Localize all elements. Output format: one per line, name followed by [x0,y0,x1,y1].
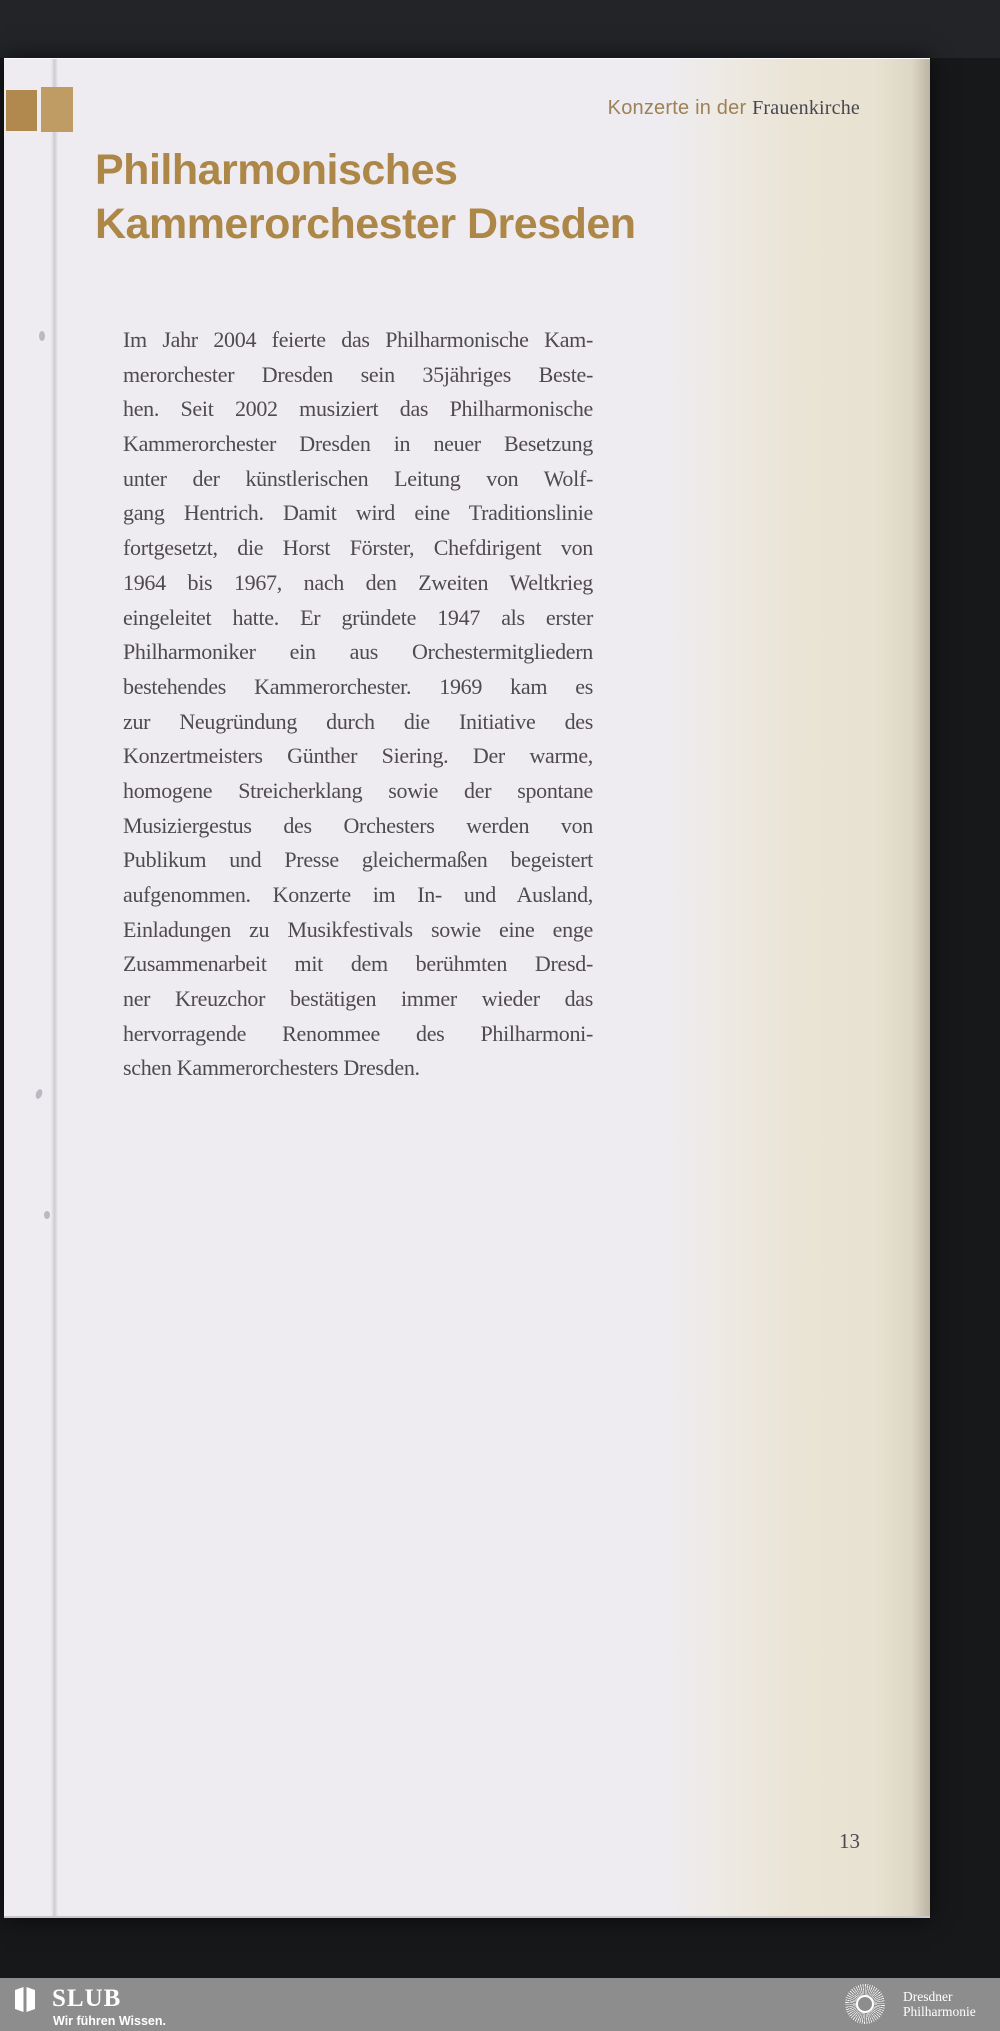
page-title [95,143,636,251]
body-text-line: 1964 bis 1967, nach den Zweiten Weltkrieg [123,569,593,595]
partner-wordmark-line1: Dresdner [903,1989,953,2004]
body-text-line: Kammerorchester Dresden in neuer Besetzung [123,431,593,457]
body-text-line: Im Jahr 2004 feierte das Philharmonische Kam- [123,327,593,352]
starburst-icon-center [856,1995,874,2013]
body-text-line: merorchester Dresden sein 35jähriges Beste- [123,361,593,387]
partner-wordmark [903,1989,976,2019]
staple-mark [34,1088,43,1099]
body-text-line: aufgenommen. Konzerte im In- und Ausland, [123,882,593,907]
body-text-line: fortgesetzt, die Horst Förster, Chefdirigent von [123,535,593,561]
body-text-line: Musiziergestus des Orchesters werden von [123,812,593,838]
page-gutter-crease [51,59,58,1916]
slub-tagline: Wir führen Wissen. [53,2014,166,2028]
corner-tan-square-light [41,87,73,132]
body-text-line: hervorragende Renommee des Philharmoni- [123,1020,593,1046]
running-header-prefix: Konzerte in der [607,97,753,119]
body-text-line: ner Kreuzchor bestätigen immer wieder das [123,986,593,1012]
page-title-line1: Philharmonisches [95,146,458,194]
open-book-icon [14,1986,36,2013]
body-text-line: homogene Streicherklang sowie der spontane [123,777,593,803]
scanned-page [4,58,930,1918]
staple-mark [44,1211,50,1219]
body-text-line: Konzertmeisters Günther Siering. Der warme, [123,743,593,769]
page-title-line2: Kammerorchester Dresden [95,200,636,248]
body-text-line: Publikum und Presse gleichermaßen begeistert [123,847,593,873]
dresdner-philharmonie-logo-link[interactable] [845,1984,985,2026]
body-text-line: gang Hentrich. Damit wird eine Traditionslinie [123,500,593,526]
staple-mark [39,331,45,341]
body-text-line: unter der künstlerischen Leitung von Wolf- [123,465,593,491]
body-text-line: hen. Seit 2002 musiziert das Philharmonische [123,396,593,422]
starburst-icon [845,1984,885,2024]
corner-tan-square-dark [6,90,37,131]
slub-wordmark: SLUB [52,1985,122,2012]
viewer-top-band [0,0,1000,58]
partner-wordmark-line2: Philharmonie [903,2004,976,2019]
body-text-line: Einladungen zu Musikfestivals sowie eine enge [123,916,593,942]
body-text [123,323,593,1086]
body-text-line: Philharmoniker ein aus Orchestermitgliedern [123,639,593,665]
body-text-line: zur Neugründung durch die Initiative des [123,708,593,734]
body-text-line: bestehendes Kammerorchester. 1969 kam es [123,673,593,699]
body-text-line: schen Kammerorchesters Dresden. [123,1055,420,1081]
running-header-emphasis: Frauenkirche [752,97,860,119]
page-number: 13 [839,1829,860,1853]
body-text-line: Zusammenarbeit mit dem berühmten Dresd- [123,951,593,977]
running-header [608,97,860,120]
viewer-footer-bar [0,1978,1000,2031]
body-text-line: eingeleitet hatte. Er gründete 1947 als erster [123,604,593,630]
